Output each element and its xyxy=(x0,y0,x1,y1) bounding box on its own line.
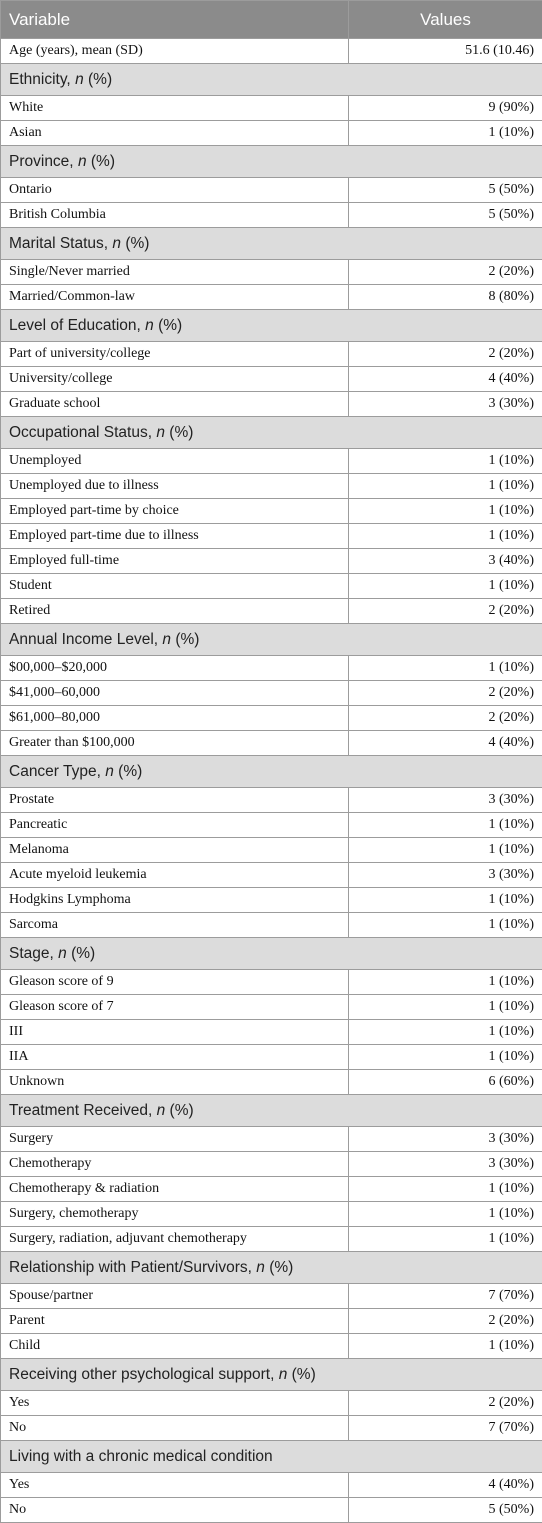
row-value: 1 (10%) xyxy=(349,499,542,524)
row-value: 1 (10%) xyxy=(349,970,542,995)
row-label: Age (years), mean (SD) xyxy=(1,39,349,64)
row-label: Yes xyxy=(1,1473,349,1498)
section-title-text: Province, xyxy=(9,153,74,170)
row-label: Married/Common-law xyxy=(1,285,349,310)
row-value: 51.6 (10.46) xyxy=(349,39,542,64)
section-title-text: Stage, xyxy=(9,945,54,962)
n-symbol: n xyxy=(156,424,165,441)
section-title xyxy=(1,624,542,656)
table-row xyxy=(1,1070,542,1095)
row-label: Acute myeloid leukemia xyxy=(1,863,349,888)
row-value: 2 (20%) xyxy=(349,260,542,285)
section-title-text: Receiving other psychological support, xyxy=(9,1366,274,1383)
table-row xyxy=(1,599,542,624)
row-label: Unemployed xyxy=(1,449,349,474)
table-row xyxy=(1,1309,542,1334)
section-suffix: (%) xyxy=(158,317,182,334)
row-value: 1 (10%) xyxy=(349,888,542,913)
row-label: $00,000–$20,000 xyxy=(1,656,349,681)
table-row xyxy=(1,888,542,913)
row-label: $61,000–80,000 xyxy=(1,706,349,731)
section-title-text: Annual Income Level, xyxy=(9,631,158,648)
table-row xyxy=(1,1391,542,1416)
row-value: 1 (10%) xyxy=(349,1202,542,1227)
row-value: 1 (10%) xyxy=(349,1334,542,1359)
row-label: III xyxy=(1,1020,349,1045)
n-symbol: n xyxy=(75,71,84,88)
row-label: Melanoma xyxy=(1,838,349,863)
table-row xyxy=(1,656,542,681)
table-row xyxy=(1,681,542,706)
row-value: 1 (10%) xyxy=(349,1177,542,1202)
row-label: Child xyxy=(1,1334,349,1359)
row-label: Unknown xyxy=(1,1070,349,1095)
row-label: Surgery xyxy=(1,1127,349,1152)
n-symbol: n xyxy=(157,1102,166,1119)
row-value: 2 (20%) xyxy=(349,1309,542,1334)
row-label: $41,000–60,000 xyxy=(1,681,349,706)
row-label: Surgery, radiation, adjuvant chemotherapy xyxy=(1,1227,349,1252)
n-symbol: n xyxy=(256,1259,265,1276)
section-title xyxy=(1,64,542,96)
row-label: Gleason score of 9 xyxy=(1,970,349,995)
section-header-row xyxy=(1,938,542,970)
section-header-row xyxy=(1,64,542,96)
section-title xyxy=(1,1095,542,1127)
table-row xyxy=(1,1177,542,1202)
row-value: 1 (10%) xyxy=(349,813,542,838)
row-value: 7 (70%) xyxy=(349,1416,542,1441)
row-value: 4 (40%) xyxy=(349,731,542,756)
row-value: 3 (30%) xyxy=(349,863,542,888)
table-row xyxy=(1,731,542,756)
section-suffix: (%) xyxy=(169,424,193,441)
table-row xyxy=(1,342,542,367)
row-label: Surgery, chemotherapy xyxy=(1,1202,349,1227)
row-label: IIA xyxy=(1,1045,349,1070)
section-header-row xyxy=(1,310,542,342)
table-row xyxy=(1,367,542,392)
row-label: Sarcoma xyxy=(1,913,349,938)
section-title xyxy=(1,1252,542,1284)
row-value: 6 (60%) xyxy=(349,1070,542,1095)
section-suffix: (%) xyxy=(118,763,142,780)
row-value: 1 (10%) xyxy=(349,1045,542,1070)
row-value: 3 (40%) xyxy=(349,549,542,574)
row-value: 8 (80%) xyxy=(349,285,542,310)
table-row xyxy=(1,1152,542,1177)
table-row xyxy=(1,1020,542,1045)
table-row xyxy=(1,838,542,863)
n-symbol: n xyxy=(162,631,171,648)
row-label: University/college xyxy=(1,367,349,392)
table-row xyxy=(1,474,542,499)
row-label: Graduate school xyxy=(1,392,349,417)
row-value: 4 (40%) xyxy=(349,1473,542,1498)
row-value: 1 (10%) xyxy=(349,449,542,474)
row-label: Student xyxy=(1,574,349,599)
section-suffix: (%) xyxy=(91,153,115,170)
row-value: 9 (90%) xyxy=(349,96,542,121)
section-title-text: Level of Education, xyxy=(9,317,141,334)
n-symbol: n xyxy=(279,1366,288,1383)
table-row xyxy=(1,574,542,599)
row-label: Retired xyxy=(1,599,349,624)
row-value: 2 (20%) xyxy=(349,1391,542,1416)
section-title xyxy=(1,1441,542,1473)
row-label: Greater than $100,000 xyxy=(1,731,349,756)
table-row xyxy=(1,706,542,731)
row-label: Unemployed due to illness xyxy=(1,474,349,499)
section-title xyxy=(1,310,542,342)
header-values: Values xyxy=(349,1,542,39)
row-value: 2 (20%) xyxy=(349,706,542,731)
row-value: 1 (10%) xyxy=(349,656,542,681)
section-title xyxy=(1,417,542,449)
section-title-text: Ethnicity, xyxy=(9,71,71,88)
section-suffix: (%) xyxy=(170,1102,194,1119)
row-value: 5 (50%) xyxy=(349,203,542,228)
row-value: 1 (10%) xyxy=(349,913,542,938)
table-row xyxy=(1,178,542,203)
section-title xyxy=(1,756,542,788)
row-value: 7 (70%) xyxy=(349,1284,542,1309)
row-label: Gleason score of 7 xyxy=(1,995,349,1020)
row-label: Ontario xyxy=(1,178,349,203)
row-value: 1 (10%) xyxy=(349,1020,542,1045)
table-row xyxy=(1,1473,542,1498)
section-title-text: Treatment Received, xyxy=(9,1102,152,1119)
row-label: Yes xyxy=(1,1391,349,1416)
row-value: 1 (10%) xyxy=(349,1227,542,1252)
table-body xyxy=(1,1,542,1523)
section-suffix: (%) xyxy=(269,1259,293,1276)
table-row xyxy=(1,913,542,938)
row-value: 2 (20%) xyxy=(349,342,542,367)
table-header-row xyxy=(1,1,542,39)
row-label: Pancreatic xyxy=(1,813,349,838)
section-header-row xyxy=(1,417,542,449)
n-symbol: n xyxy=(105,763,114,780)
table-row xyxy=(1,392,542,417)
table-row xyxy=(1,524,542,549)
section-title-text: Living with a chronic medical condition xyxy=(9,1448,273,1465)
n-symbol: n xyxy=(112,235,121,252)
row-label: Prostate xyxy=(1,788,349,813)
table-row xyxy=(1,96,542,121)
table-row xyxy=(1,499,542,524)
table-row xyxy=(1,549,542,574)
section-header-row xyxy=(1,146,542,178)
row-value: 1 (10%) xyxy=(349,524,542,549)
table-row xyxy=(1,1127,542,1152)
section-title-text: Relationship with Patient/Survivors, xyxy=(9,1259,252,1276)
section-header-row xyxy=(1,228,542,260)
section-suffix: (%) xyxy=(175,631,199,648)
row-value: 1 (10%) xyxy=(349,995,542,1020)
section-suffix: (%) xyxy=(292,1366,316,1383)
section-title xyxy=(1,1359,542,1391)
section-header-row xyxy=(1,1441,542,1473)
row-label: Chemotherapy & radiation xyxy=(1,1177,349,1202)
row-label: No xyxy=(1,1416,349,1441)
row-label: Single/Never married xyxy=(1,260,349,285)
table-row xyxy=(1,260,542,285)
table-row xyxy=(1,970,542,995)
row-value: 1 (10%) xyxy=(349,574,542,599)
row-label: Parent xyxy=(1,1309,349,1334)
section-header-row xyxy=(1,1359,542,1391)
row-value: 1 (10%) xyxy=(349,474,542,499)
table-row xyxy=(1,788,542,813)
row-value: 4 (40%) xyxy=(349,367,542,392)
n-symbol: n xyxy=(58,945,67,962)
section-header-row xyxy=(1,624,542,656)
row-label: Employed part-time by choice xyxy=(1,499,349,524)
row-value: 5 (50%) xyxy=(349,1498,542,1523)
section-title-text: Marital Status, xyxy=(9,235,108,252)
row-label: Employed full-time xyxy=(1,549,349,574)
table-row xyxy=(1,285,542,310)
table-row xyxy=(1,1416,542,1441)
section-header-row xyxy=(1,1252,542,1284)
table-row xyxy=(1,863,542,888)
header-variable: Variable xyxy=(1,1,349,39)
n-symbol: n xyxy=(145,317,154,334)
section-title-text: Cancer Type, xyxy=(9,763,101,780)
table-row xyxy=(1,813,542,838)
section-suffix: (%) xyxy=(125,235,149,252)
row-value: 1 (10%) xyxy=(349,121,542,146)
row-value: 3 (30%) xyxy=(349,1127,542,1152)
row-value: 3 (30%) xyxy=(349,1152,542,1177)
table-row xyxy=(1,121,542,146)
row-label: Part of university/college xyxy=(1,342,349,367)
row-value: 1 (10%) xyxy=(349,838,542,863)
section-title xyxy=(1,146,542,178)
row-value: 5 (50%) xyxy=(349,178,542,203)
table-row xyxy=(1,203,542,228)
row-value: 3 (30%) xyxy=(349,788,542,813)
row-value: 2 (20%) xyxy=(349,681,542,706)
table-row xyxy=(1,1334,542,1359)
table-row xyxy=(1,1045,542,1070)
section-suffix: (%) xyxy=(88,71,112,88)
row-label: Employed part-time due to illness xyxy=(1,524,349,549)
row-label: Spouse/partner xyxy=(1,1284,349,1309)
section-suffix: (%) xyxy=(71,945,95,962)
n-symbol: n xyxy=(78,153,87,170)
section-header-row xyxy=(1,1095,542,1127)
section-title xyxy=(1,228,542,260)
row-label: British Columbia xyxy=(1,203,349,228)
table-row xyxy=(1,995,542,1020)
table-row xyxy=(1,1498,542,1523)
table-row xyxy=(1,1202,542,1227)
table-row xyxy=(1,1227,542,1252)
row-label: Asian xyxy=(1,121,349,146)
section-title xyxy=(1,938,542,970)
table-row-age xyxy=(1,39,542,64)
section-header-row xyxy=(1,756,542,788)
row-value: 2 (20%) xyxy=(349,599,542,624)
row-label: White xyxy=(1,96,349,121)
row-label: Hodgkins Lymphoma xyxy=(1,888,349,913)
row-label: No xyxy=(1,1498,349,1523)
row-value: 3 (30%) xyxy=(349,392,542,417)
row-label: Chemotherapy xyxy=(1,1152,349,1177)
section-title-text: Occupational Status, xyxy=(9,424,152,441)
table-row xyxy=(1,449,542,474)
table-row xyxy=(1,1284,542,1309)
